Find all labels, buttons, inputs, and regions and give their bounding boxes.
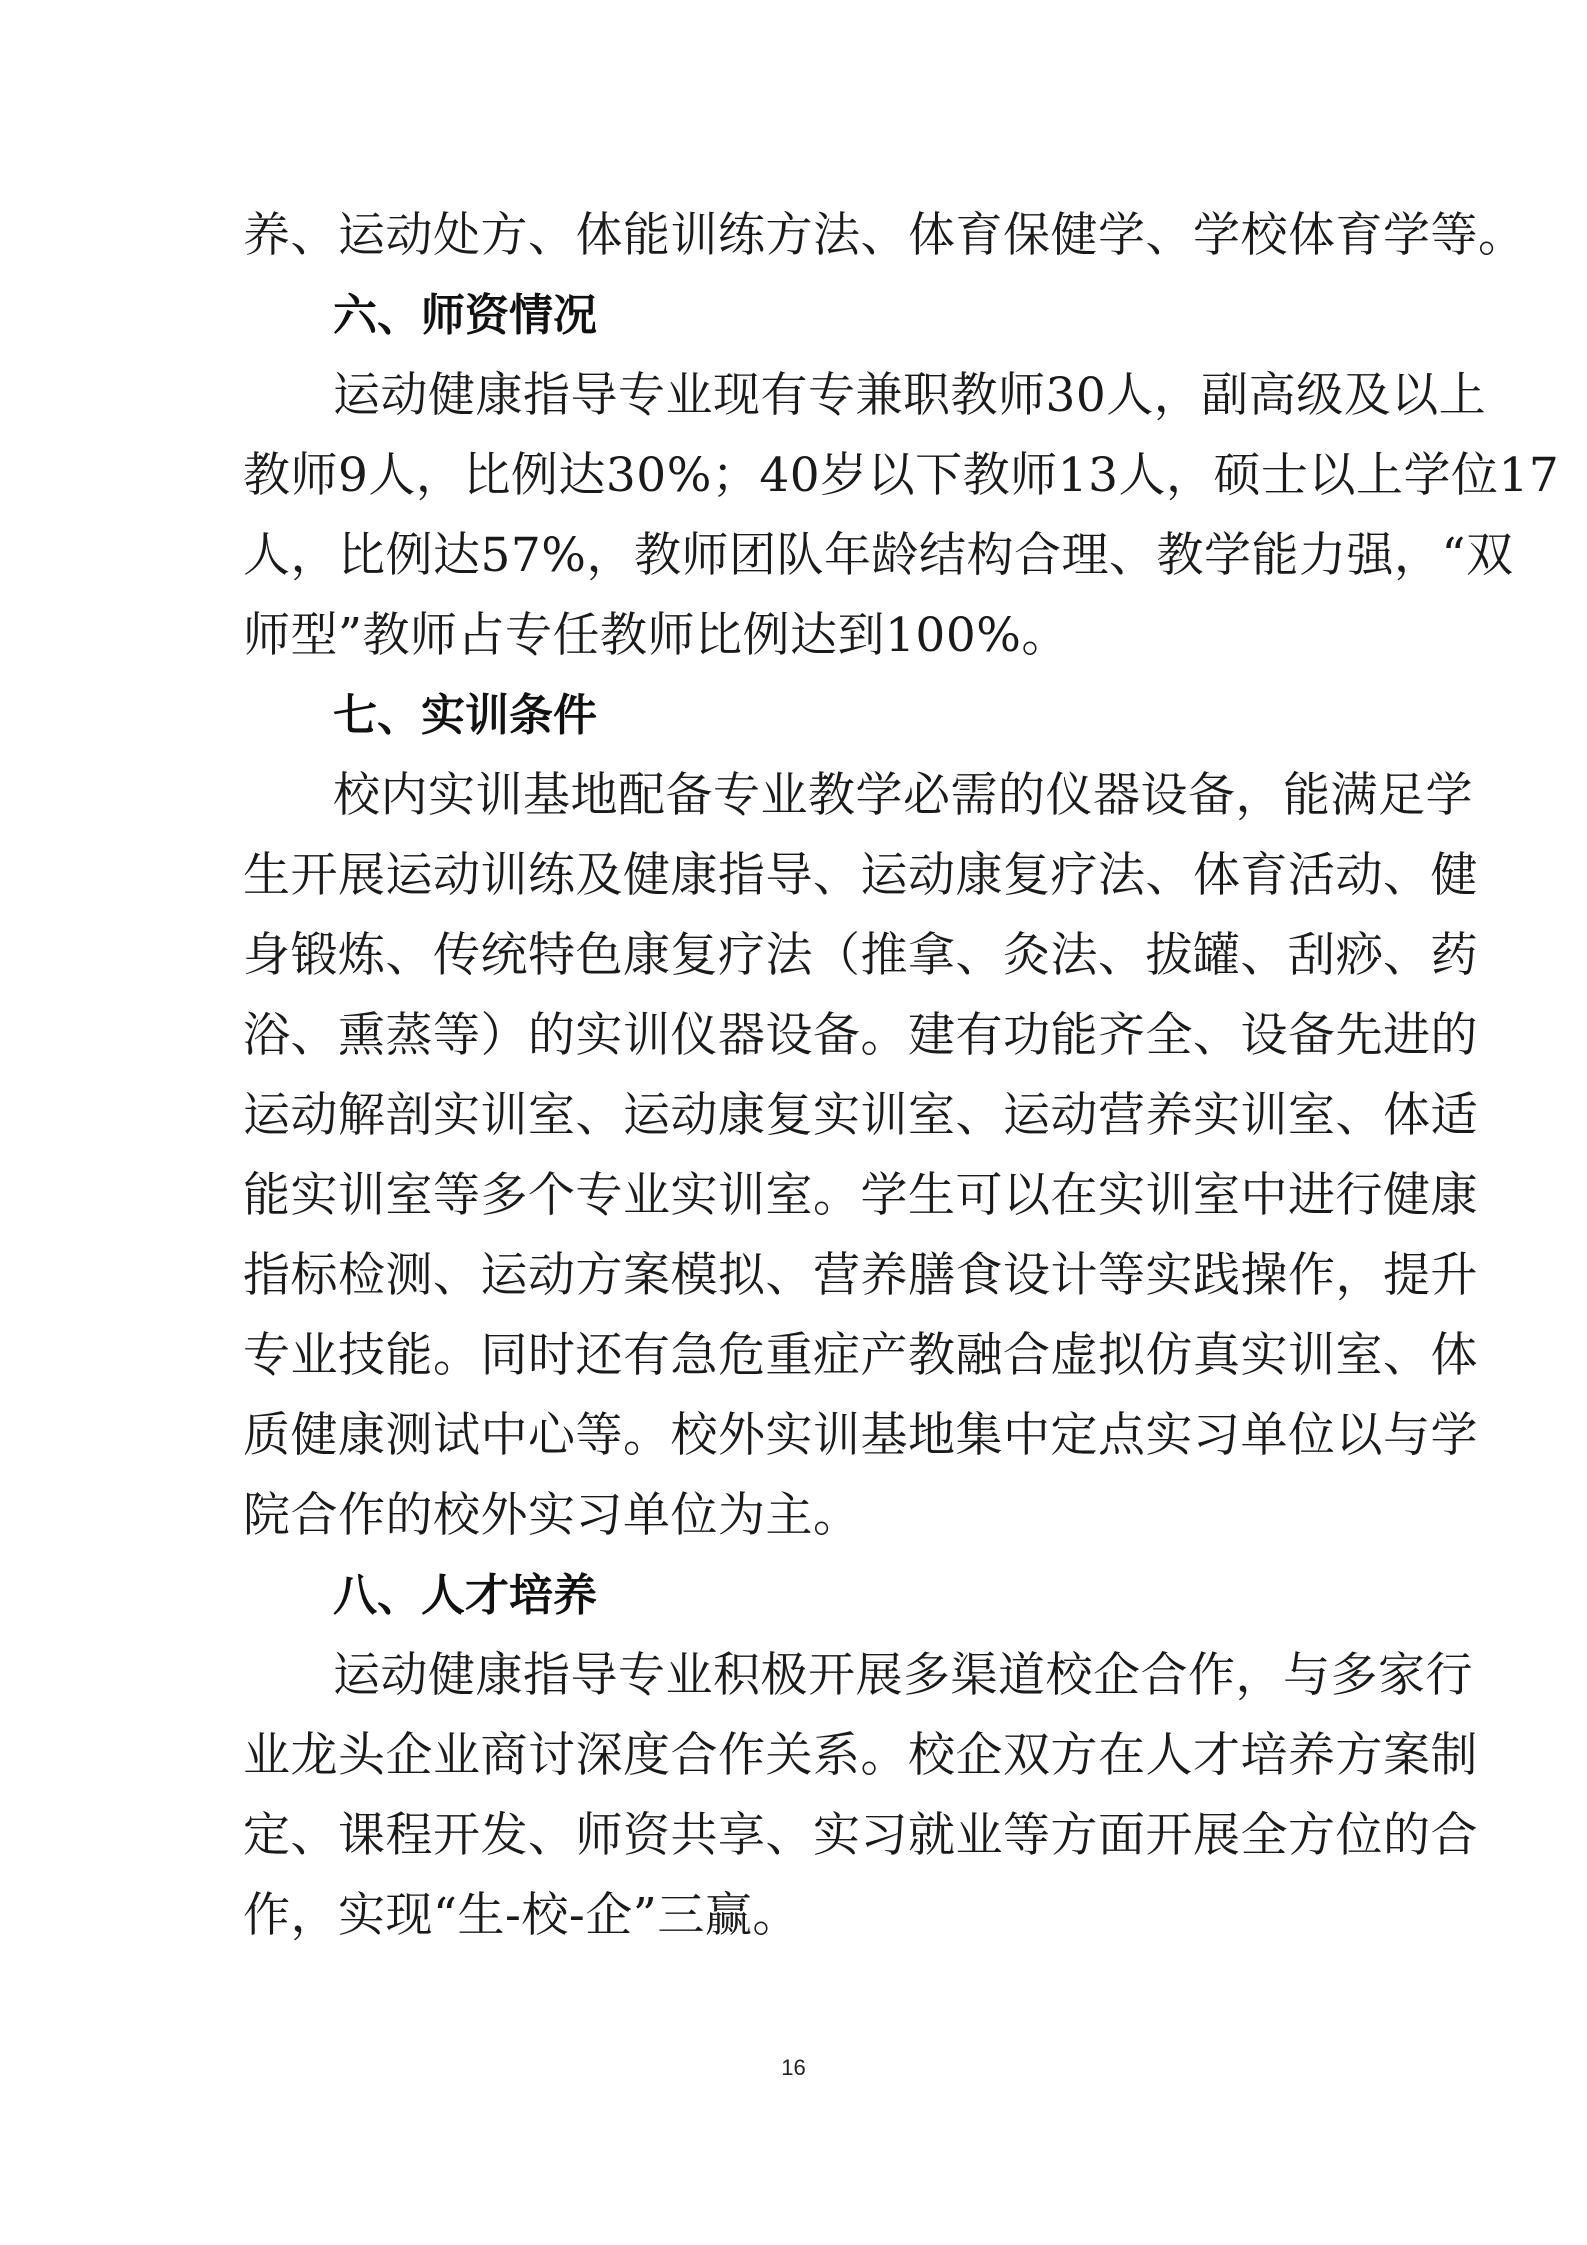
paragraph-line: 校内实训基地配备专业教学必需的仪器设备，能满足学 (333, 768, 1473, 823)
paragraph-line: 院合作的校外实习单位为主。 (243, 1488, 861, 1543)
section-heading-faculty: 六、师资情况 (333, 290, 597, 341)
paragraph-line: 运动健康指导专业现有专兼职教师30人，副高级及以上 (333, 368, 1487, 423)
document-body (243, 196, 1560, 1956)
paragraph-line: 运动健康指导专业积极开展多渠道校企合作，与多家行 (333, 1648, 1473, 1703)
section-heading-talent-cultivation: 八、人才培养 (333, 1570, 597, 1621)
page-number: 16 (781, 2055, 806, 2080)
paragraph-line: 人，比例达57%，教师团队年龄结构合理、教学能力强，“双 (243, 528, 1514, 583)
paragraph-line: 业龙头企业商讨深度合作关系。校企双方在人才培养方案制 (243, 1728, 1478, 1783)
paragraph-line: 定、课程开发、师资共享、实习就业等方面开展全方位的合 (243, 1808, 1478, 1863)
paragraph-line: 运动解剖实训室、运动康复实训室、运动营养实训室、体适 (243, 1088, 1478, 1143)
section-heading-training-conditions: 七、实训条件 (333, 690, 597, 741)
paragraph-line: 指标检测、运动方案模拟、营养膳食设计等实践操作，提升 (243, 1248, 1478, 1303)
paragraph-line: 浴、熏蒸等）的实训仪器设备。建有功能齐全、设备先进的 (243, 1008, 1478, 1063)
paragraph-line: 教师9人，比例达30%；40岁以下教师13人，硕士以上学位17 (243, 448, 1560, 503)
paragraph-line: 质健康测试中心等。校外实训基地集中定点实习单位以与学 (243, 1408, 1478, 1463)
paragraph-line: 身锻炼、传统特色康复疗法（推拿、灸法、拔罐、刮痧、药 (243, 928, 1478, 983)
paragraph-line: 作，实现“生-校-企”三赢。 (243, 1888, 800, 1943)
paragraph-line: 师型”教师占专任教师比例达到100%。 (243, 608, 1069, 663)
paragraph-line: 养、运动处方、体能训练方法、体育保健学、学校体育学等。 (243, 208, 1526, 263)
paragraph-line: 能实训室等多个专业实训室。学生可以在实训室中进行健康 (243, 1168, 1478, 1223)
paragraph-line: 专业技能。同时还有急危重症产教融合虚拟仿真实训室、体 (243, 1328, 1478, 1383)
paragraph-line: 生开展运动训练及健康指导、运动康复疗法、体育活动、健 (243, 848, 1478, 903)
